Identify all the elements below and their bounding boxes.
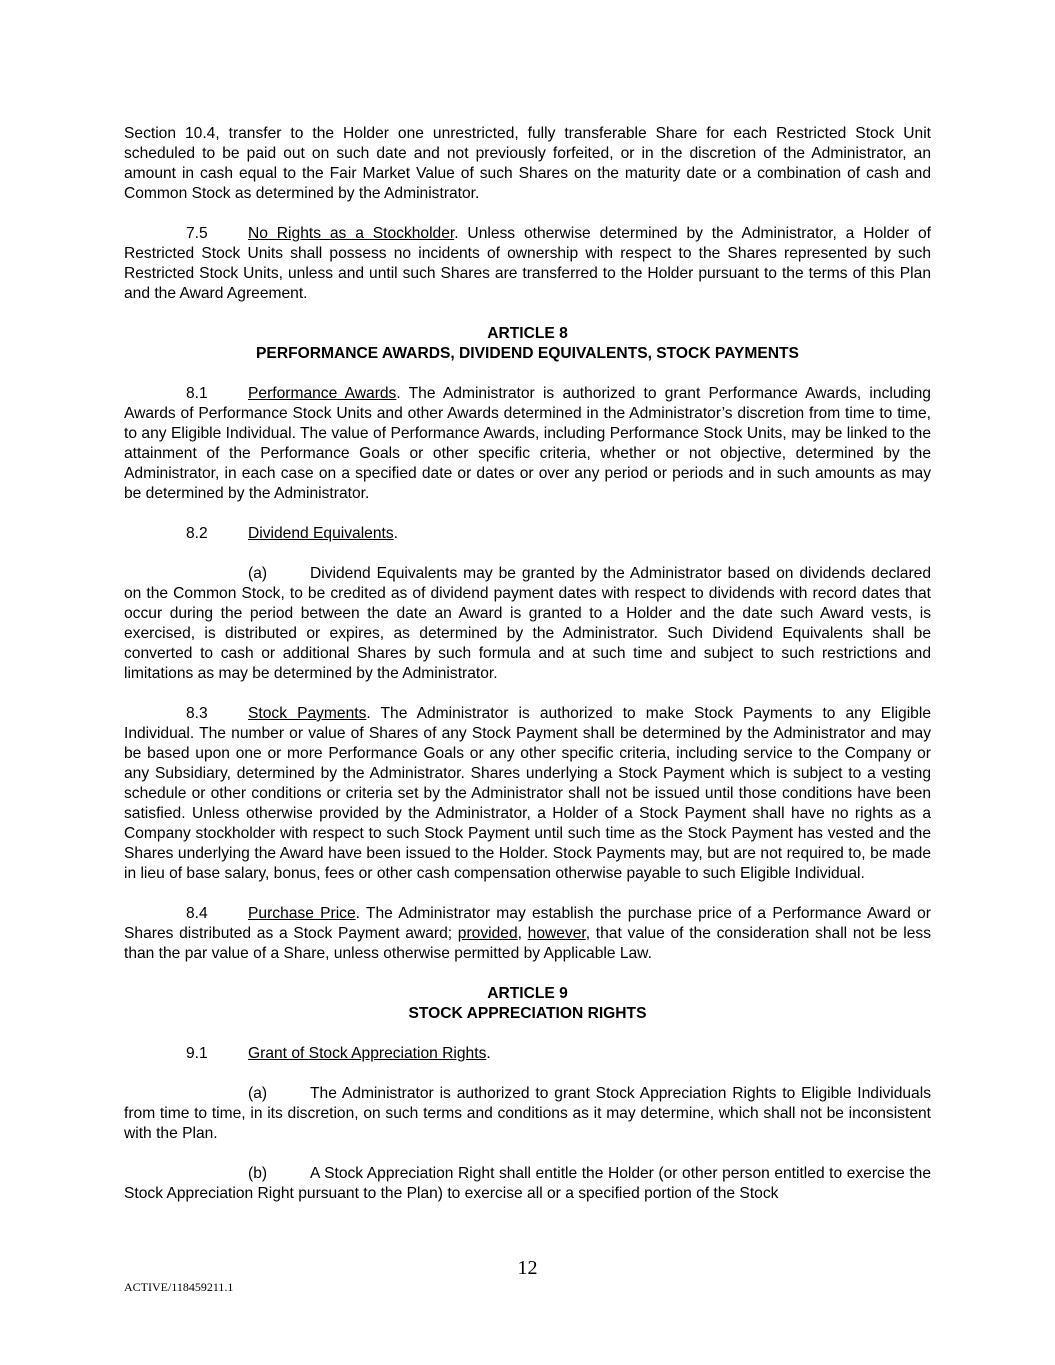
section-title: Grant of Stock Appreciation Rights [248, 1045, 487, 1062]
section-9-1 [124, 1044, 931, 1064]
section-8-2 [124, 524, 931, 544]
section-title: No Rights as a Stockholder [248, 225, 455, 242]
comma: , [517, 925, 528, 942]
section-8-4 [124, 904, 931, 964]
section-number: 8.1 [186, 385, 208, 402]
subsection-number: (a) [248, 1085, 268, 1102]
document-id: ACTIVE/118459211.1 [124, 1280, 234, 1294]
section-9-1-a [124, 1084, 931, 1144]
subsection-number: (a) [248, 565, 268, 582]
section-number: 8.3 [186, 705, 208, 722]
section-number: 9.1 [186, 1045, 208, 1062]
section-number: 8.4 [186, 905, 208, 922]
section-text: . The Administrator may establish the purchase price of a Performance Award or Shares distributed as a Stock Payment award; [124, 905, 931, 942]
section-9-1-b [124, 1164, 931, 1204]
section-number: 8.2 [186, 525, 208, 542]
section-text: . The Administrator is authorized to make Stock Payments to any Eligible Individual. The number or value of Shares of any Stock Payment shall be determined by the Administrator and may be based upon one or more Performance Goals or any other specific criteria, including service to the Company or any Subsidiary, determined by the Administrator. Shares underlying a Stock Payment which is subject to a vesting schedule or other conditions or criteria set by the Administrator shall not be issued until those conditions have been satisfied. Unless otherwise provided by the Administrator, a Holder of a Stock Payment shall have no rights as a Company stockholder with respect to such Stock Payment until such time as the Stock Payment has vested and the Shares underlying the Award have been issued to the Holder. Stock Payments may, but are not required to, be made in lieu of base salary, bonus, fees or other cash compensation otherwise payable to such Eligible Individual. [124, 705, 931, 882]
section-text: . Unless otherwise determined by the Administrator, a Holder of Restricted Stock Units shall possess no incidents of ownership with respect to the Shares represented by such Restricted Stock Units, unless and until such Shares are transferred to the Holder pursuant to the terms of this Plan and the Award Agreement. [124, 225, 931, 302]
paragraph-continuation: Section 10.4, transfer to the Holder one unrestricted, fully transferable Share for each Restricted Stock Unit scheduled to be paid out on such date and not previously forfeited, or in the discretion of the Administrator, an amount in cash equal to the Fair Market Value of such Shares on the maturity date or a combination of cash and Common Stock as determined by the Administrator. [124, 125, 931, 202]
section-text-end: , that value of the consideration shall not be less than the par value of a Share, unless otherwise permitted by Applicable Law. [124, 925, 932, 962]
page-number: 12 [517, 1257, 538, 1279]
provided-term: provided [457, 925, 518, 942]
article-title: PERFORMANCE AWARDS, DIVIDEND EQUIVALENTS, STOCK PAYMENTS [256, 345, 799, 362]
section-title: Purchase Price [248, 905, 356, 922]
section-title: Dividend Equivalents [248, 525, 394, 542]
article-label: ARTICLE 9 [487, 985, 568, 1002]
section-8-3 [124, 704, 931, 884]
section-8-1 [124, 384, 931, 504]
section-number: 7.5 [186, 225, 208, 242]
article-label: ARTICLE 8 [487, 325, 568, 342]
section-text: . [393, 525, 398, 542]
article-title: STOCK APPRECIATION RIGHTS [408, 1005, 647, 1022]
section-8-2-a [124, 564, 931, 684]
section-title: Stock Payments [248, 705, 367, 722]
subsection-text: Dividend Equivalents may be granted by the Administrator based on dividends declared on the Common Stock, to be credited as of dividend payment dates with respect to dividends with record dates that occur during the period between the date an Award is granted to a Holder and the date such Award vests, is exercised, is distributed or expires, as determined by the Administrator. Such Dividend Equivalents shall be converted to cash or additional Shares by such formula and at such time and subject to such restrictions and limitations as may be determined by the Administrator. [124, 565, 931, 682]
section-7-5 [124, 224, 931, 304]
subsection-number: (b) [248, 1165, 268, 1182]
article-8-heading [124, 324, 931, 364]
article-9-heading [124, 984, 931, 1024]
however-term: however [527, 925, 586, 942]
section-text: . The Administrator is authorized to grant Performance Awards, including Awards of Performance Stock Units and other Awards determined in the Administrator’s discretion from time to time, to any Eligible Individual. The value of Performance Awards, including Performance Stock Units, may be linked to the attainment of the Performance Goals or other specific criteria, whether or not objective, determined by the Administrator, in each case on a specified date or dates or over any period or periods and in such amounts as may be determined by the Administrator. [124, 385, 931, 502]
section-text: . [486, 1045, 491, 1062]
document-body [124, 124, 931, 1224]
subsection-text: The Administrator is authorized to grant Stock Appreciation Rights to Eligible Individuals from time to time, in its discretion, on such terms and conditions as it may determine, which shall not be inconsistent with the Plan. [124, 1085, 931, 1142]
section-title: Performance Awards [248, 385, 397, 402]
subsection-text: A Stock Appreciation Right shall entitle the Holder (or other person entitled to exercise the Stock Appreciation Right pursuant to the Plan) to exercise all or a specified portion of the Stock [124, 1165, 931, 1202]
